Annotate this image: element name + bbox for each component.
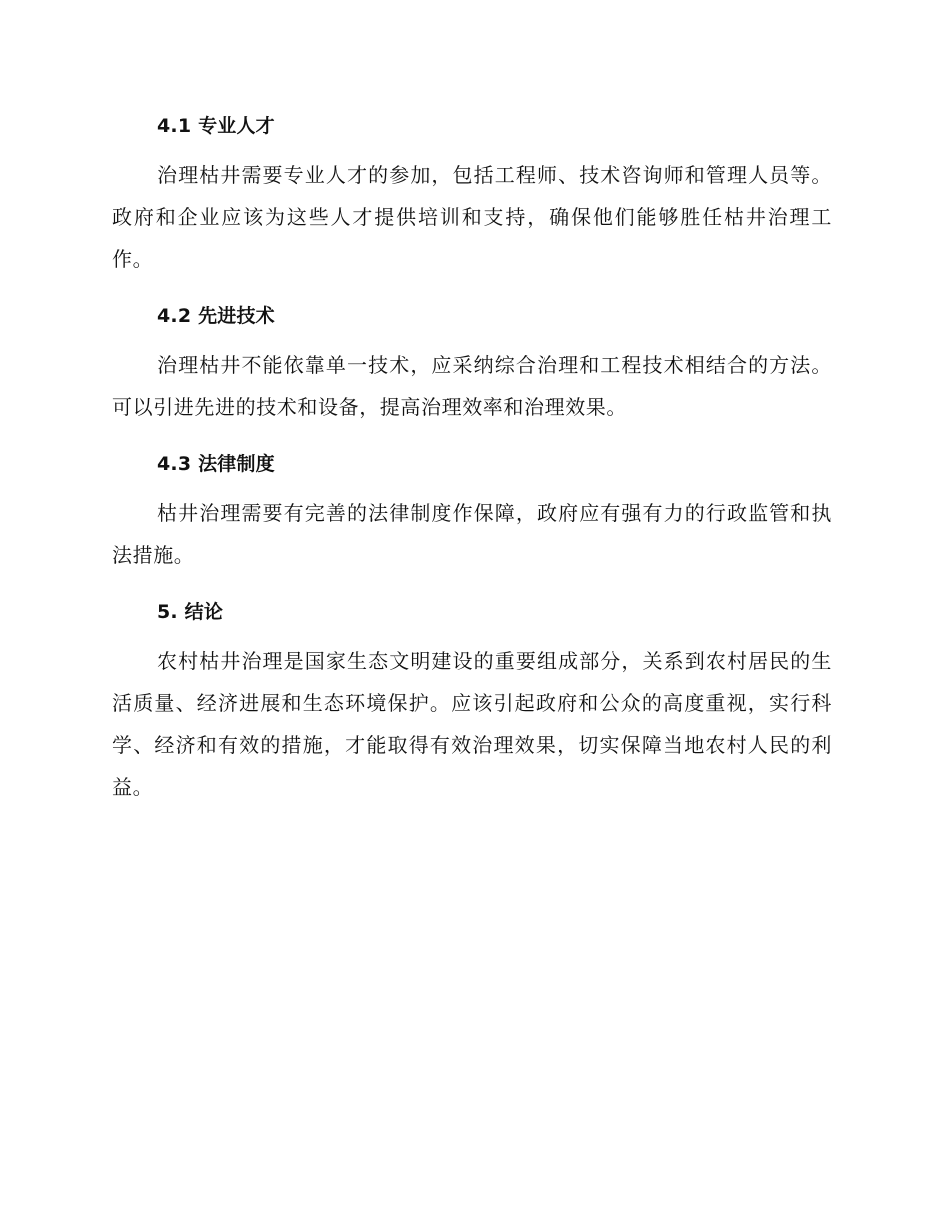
section-paragraph: 治理枯井不能依靠单一技术，应采纳综合治理和工程技术相结合的方法。可以引进先进的技术和设备，提高治理效率和治理效果。 [112,353,832,419]
document-page [112,112,832,830]
section-paragraph: 治理枯井需要专业人才的参加，包括工程师、技术咨询师和管理人员等。政府和企业应该为这些人才提供培训和支持，确保他们能够胜任枯井治理工作。 [112,163,832,271]
section-4-2 [112,302,832,428]
section-5-conclusion [112,598,832,808]
section-4-1 [112,112,832,280]
section-heading: 4.1 专业人才 [157,115,275,137]
section-heading: 5. 结论 [157,601,224,623]
section-4-3 [112,450,832,576]
section-paragraph: 枯井治理需要有完善的法律制度作保障，政府应有强有力的行政监管和执法措施。 [112,501,832,567]
section-heading: 4.2 先进技术 [157,305,275,327]
section-paragraph: 农村枯井治理是国家生态文明建设的重要组成部分，关系到农村居民的生活质量、经济进展和生态环境保护。应该引起政府和公众的高度重视，实行科学、经济和有效的措施，才能取得有效治理效果，切实保障当地农村人民的利益。 [112,649,832,799]
section-heading: 4.3 法律制度 [157,453,275,475]
